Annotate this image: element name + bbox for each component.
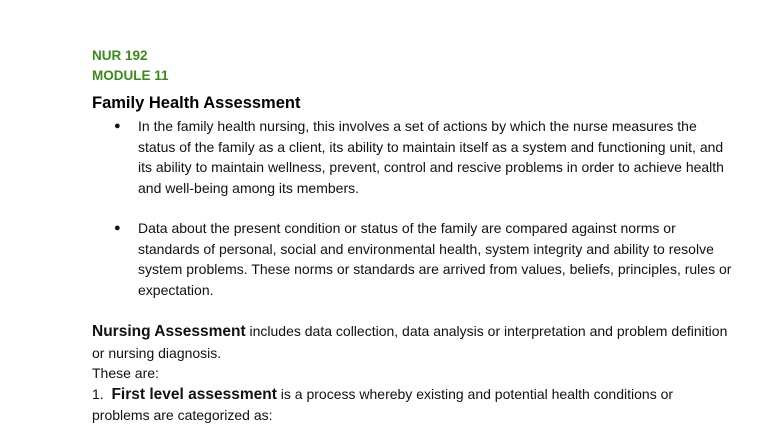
first-level-definition: is a process whereby existing and potential health conditions or problems are categorized as: xyxy=(92,385,674,423)
these-are-label: These are: xyxy=(92,365,159,381)
nursing-assessment-definition: includes data collection, data analysis or interpretation and problem definition or nursing diagnosis. xyxy=(92,323,728,361)
course-code: NUR 192 xyxy=(92,48,148,63)
spacer xyxy=(92,300,732,321)
list-item xyxy=(114,218,732,300)
bullet-list xyxy=(92,116,732,300)
document-page xyxy=(92,46,732,426)
bullet-icon: ● xyxy=(114,120,121,132)
first-level-number: 1. xyxy=(92,385,112,402)
section-title: Family Health Assessment xyxy=(92,94,301,112)
bullet-icon: ● xyxy=(114,222,121,234)
nursing-assessment-paragraph xyxy=(92,321,732,363)
bullet-text: In the family health nursing, this involves a set of actions by which the nurse measures the status of the family as a client, its ability to maintain itself as a system and functioning unit, and its ability to maintain wellness, prevent, control and rescive problems in order to achieve health and well-being among its members. xyxy=(138,118,724,196)
list-item xyxy=(114,116,732,198)
first-level-paragraph xyxy=(92,384,732,426)
bullet-text: Data about the present condition or status of the family are compared against norms or standards of personal, social and environmental health, system integrity and ability to resolve system problems. These norms or standards are arrived from values, beliefs, principles, rules or expectation. xyxy=(138,220,732,298)
nursing-assessment-term: Nursing Assessment xyxy=(92,323,246,340)
first-level-term: First level assessment xyxy=(111,385,277,403)
module-label: MODULE 11 xyxy=(92,68,169,83)
